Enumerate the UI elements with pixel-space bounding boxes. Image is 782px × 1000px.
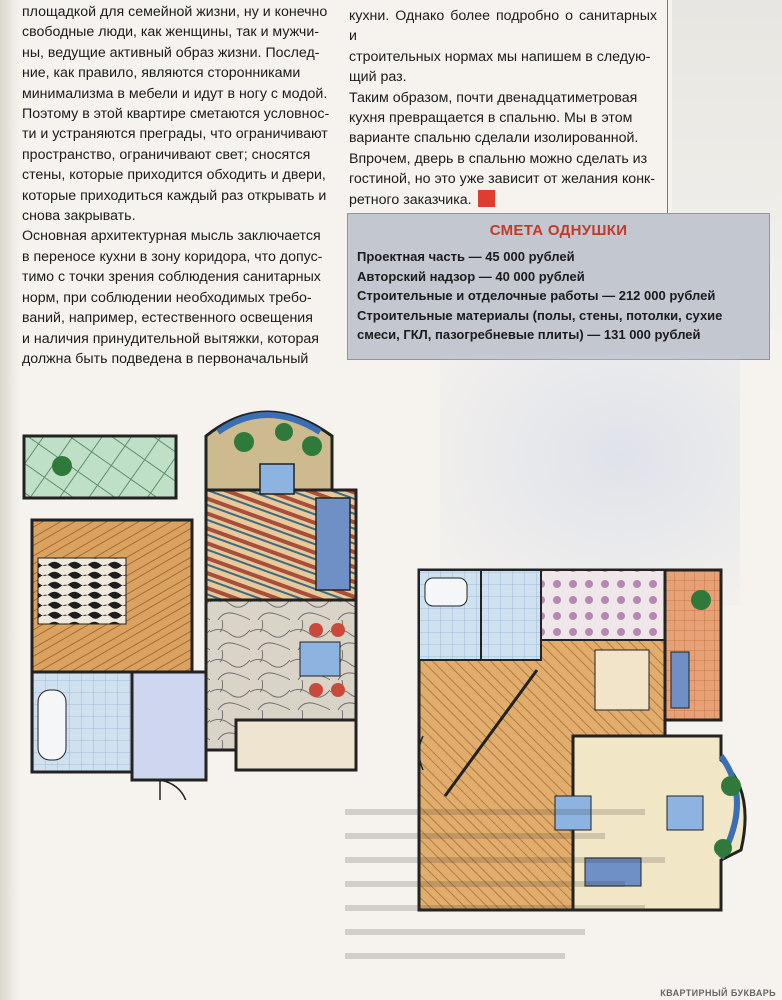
text-line: Впрочем, дверь в спальню можно сделать из [349, 150, 648, 167]
text-line: ние, как правило, являются сторонниками [22, 65, 301, 82]
left-paragraph-2 [22, 226, 334, 369]
text-line: строительных нормах мы напишем в следую- [349, 48, 651, 65]
text-line: норм, при соблюдении необходимых требо- [22, 289, 312, 306]
budget-line: смеси, ГКЛ, пазогребневые плиты) — 131 000 рублей [357, 327, 701, 343]
left-text-column [22, 0, 334, 369]
floor-plan-original [10, 380, 370, 800]
text-line: Таким образом, почти двенадцатиметровая [349, 89, 638, 106]
text-line: в переносе кухни в зону коридора, что допус- [22, 248, 323, 265]
right-paragraph-1 [349, 6, 657, 88]
text-line: ны, ведущие активный образ жизни. Послед- [22, 44, 320, 61]
right-paragraph-2 [349, 88, 657, 210]
text-line: снова закрывать. [22, 208, 136, 225]
text-line: Поэтому в этой квартире сметаются условнос- [22, 106, 330, 123]
text-line: гостиной, но это уже зависит от желания конк- [349, 171, 655, 188]
column-divider [667, 0, 668, 215]
text-line: которые приходиться каждый раз открывать и [22, 187, 327, 204]
text-line: ти и устраняются преграды, что ограничивают [22, 126, 328, 143]
text-line: тимо с точки зрения соблюдения санитарных [22, 269, 321, 286]
text-line: должна быть подведена в первоначальный [22, 350, 309, 367]
left-paragraph-1 [22, 2, 334, 226]
text-line: стены, которые приходится обходить и двери, [22, 167, 326, 184]
budget-line: Строительные материалы (полы, стены, потолки, сухие [357, 307, 723, 323]
text-line: свободные люди, как женщины, так и мужчи- [22, 24, 319, 41]
magazine-name: КВАРТИРНЫЙ БУКВАРЬ [660, 988, 776, 998]
text-line: и наличия принудительной вытяжки, которая [22, 330, 319, 347]
text-line: ваний, например, естественного освещения [22, 310, 313, 327]
budget-title: СМЕТА ОДНУШКИ [489, 222, 628, 239]
text-line: щий раз. [349, 69, 407, 86]
text-line: варианте спальню сделали изолированной. [349, 130, 639, 147]
text-line: площадкой для семейной жизни, ну и конечно [22, 4, 328, 20]
budget-line: Строительные и отделочные работы — 212 000 рублей [357, 288, 716, 304]
right-text-column [349, 6, 657, 210]
text-line: минимализма в мебели и идут в ногу с модой. [22, 85, 328, 102]
budget-line: Авторский надзор — 40 000 рублей [357, 268, 585, 284]
budget-line: Проектная часть — 45 000 рублей [357, 249, 575, 264]
text-line: кухня превращается в спальню. Мы в этом [349, 110, 633, 127]
text-line: ретного заказчика. [349, 191, 472, 208]
end-of-article-marker [478, 190, 495, 207]
text-line: пространство, ограничивают свет; сносятся [22, 146, 311, 163]
budget-box [347, 213, 770, 360]
reverse-side-bleed [345, 800, 765, 980]
text-line: Основная архитектурная мысль заключается [22, 228, 321, 245]
text-line: кухни. Однако более подробно о санитарных и [349, 8, 657, 45]
budget-lines [357, 247, 769, 345]
